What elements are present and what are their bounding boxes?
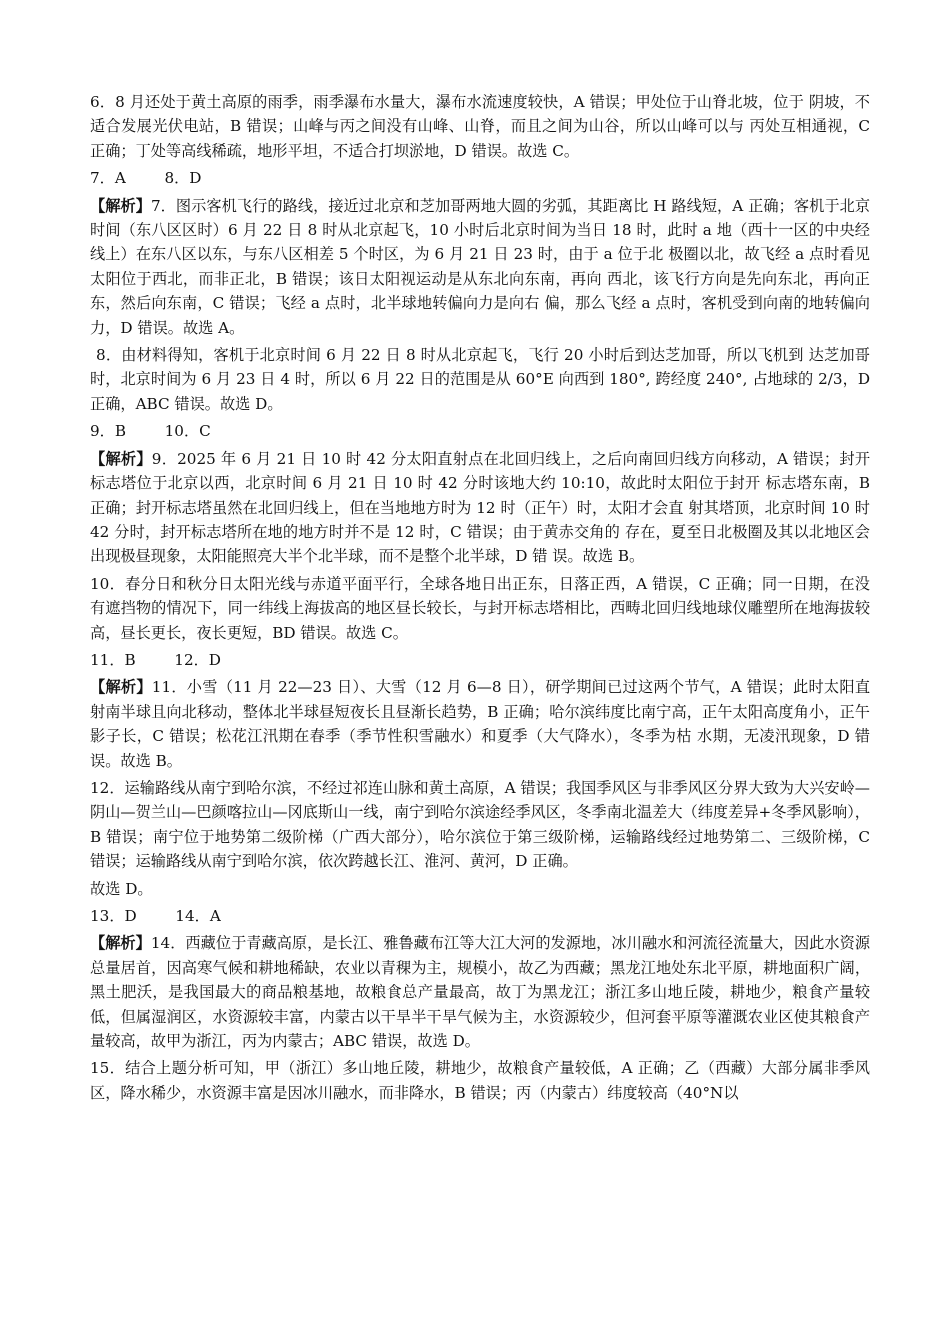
answer-line-11-12: 11．B 12．D	[90, 650, 221, 669]
answer-line-9-10: 9．B 10．C	[90, 422, 211, 441]
analysis-tag: 【解析】	[90, 449, 152, 468]
paragraph-q15: 15．结合上题分析可知，甲（浙江）多山地丘陵，耕地少，故粮食产量较低，A 正确；乙（西藏）大部分属非季风区，降水稀少，水资源丰富是因冰川融水，而非降水，B 错误；丙（内蒙古）纬度较高（40°N以	[90, 1059, 870, 1102]
document-page	[90, 90, 870, 1108]
answer-line-7-8: 7．A 8．D	[90, 169, 202, 188]
analysis-text: 7．图示客机飞行的路线，接近过北京和芝加哥两地大圆的劣弧，其距离比 H 路线短，A 正确；客机于北京时间（东八区区时）6 月 22 日 8 时从北京起飞，10 小时后北京时间为当日 18 时，此时 a 地（西十一区的中央经线上）在东八区以东，与东八区相差 5 个时区，为 6 月 21 日 23 时，由于 a 位于北 极圈以北，故飞经 a 点时看见太阳位于西北，而非正北，B 错误；该日太阳视运动是从东北向东南，再向 西北，该飞行方向是先向东北，再向正东，然后向东南，C 错误；飞经 a 点时，北半球地转偏向力是向右 偏，那么飞经 a 点时，客机受到向南的地转偏向力，D 错误。故选 A。	[90, 196, 871, 337]
paragraph-q12-conclusion: 故选 D。	[90, 879, 153, 898]
paragraph-q6: 6．8 月还处于黄土高原的雨季，雨季瀑布水量大，瀑布水流速度较快，A 错误；甲处位于山脊北坡，位于 阴坡，不适合发展光伏电站，B 错误；山峰与丙之间没有山峰、山脊，而且之间为山谷，所以山峰可以与 丙处互相通视，C 正确；丁处等高线稀疏，地形平坦，不适合打坝淤地，D 错误。故选 C。	[90, 93, 870, 160]
paragraph-analysis-q7	[90, 194, 870, 340]
analysis-tag: 【解析】	[90, 934, 151, 953]
analysis-text: 9．2025 年 6 月 21 日 10 时 42 分太阳直射点在北回归线上，之后向南回归线方向移动，A 错误；封开标志塔位于北京以西，北京时间 6 月 21 日 10 时 42 分时该地大约 10:10，故此时太阳位于封开 标志塔东南，B 正确；封开标志塔虽然在北回归线上，但在当地地方时为 12 时（正午）时，太阳才会直 射其塔顶，北京时间 10 时 42 分时，封开标志塔所在地的地方时并不是 12 时，C 错误；由于黄赤交角的 存在，夏至日北极圈及其以北地区会出现极昼现象，太阳能照亮大半个北半球，而不是整个北半球，D 错 误。故选 B。	[90, 449, 871, 566]
answer-line-13-14: 13．D 14．A	[90, 907, 221, 925]
analysis-tag: 【解析】	[90, 678, 152, 697]
paragraph-analysis-q9	[90, 447, 870, 569]
paragraph-q8: 8．由材料得知，客机于北京时间 6 月 22 日 8 时从北京起飞，飞行 20 小时后到达芝加哥，所以飞机到 达芝加哥时，北京时间为 6 月 23 日 4 时，所以 6 月 22 日的范围是从 60°E 向西到 180°, 跨经度 240°, 占地球的 2/3，D 正确，ABC 错误。故选 D。	[90, 346, 870, 413]
paragraph-q10: 10．春分日和秋分日太阳光线与赤道平面平行，全球各地日出正东，日落正西，A 错误，C 正确；同一日期，在没有遮挡物的情况下，同一纬线上海拔高的地区昼长较长，与封开标志塔相比，西畴北回归线地球仪雕塑所在地海拔较高，昼长更长，夜长更短，BD 错误。故选 C。	[90, 574, 870, 642]
analysis-text: 11．小雪（11 月 22—23 日）、大雪（12 月 6—8 日），研学期间已过这两个节气，A 错误；此时太阳直射南半球且向北移动，整体北半球昼短夜长且昼渐长趋势，B 正确；哈尔滨纬度比南宁高，正午太阳高度角小，正午影子长，C 错误；松花江汛期在春季（季节性积雪融水）和夏季（大气降水），冬季为枯 水期，无凌汛现象，D 错误。故选 B。	[90, 678, 871, 770]
paragraph-analysis-q14	[90, 931, 870, 1053]
analysis-tag: 【解析】	[90, 196, 151, 215]
paragraph-analysis-q11	[90, 675, 870, 773]
paragraph-q12: 12．运输路线从南宁到哈尔滨，不经过祁连山脉和黄土高原，A 错误；我国季风区与非季风区分界大致为大兴安岭—阴山—贺兰山—巴颜喀拉山—冈底斯山一线，南宁到哈尔滨途经季风区，冬季南北温差大（纬度差异+冬季风影响），B 错误；南宁位于地势第二级阶梯（广西大部分），哈尔滨位于第三级阶梯，运输路线经过地势第二、三级阶梯，C 错误；运输路线从南宁到哈尔滨，依次跨越长江、淮河、黄河，D 正确。	[90, 778, 870, 871]
analysis-text: 14．西藏位于青藏高原，是长江、雅鲁藏布江等大江大河的发源地，冰川融水和河流径流量大，因此水资源总量居首，因高寒气候和耕地稀缺，农业以青稞为主，规模小，故乙为西藏；黑龙江地处东北平原，耕地面积广阔，黑土肥沃，是我国最大的商品粮基地，故粮食总产量最高，故丁为黑龙江；浙江多山地丘陵，耕地少，粮食产量较低，但属湿润区，水资源较丰富，内蒙古以干旱半干旱气候为主，水资源较少，但河套平原等灌溉农业区使其粮食产量较高，故甲为浙江，丙为内蒙古；ABC 错误，故选 D。	[90, 934, 871, 1051]
